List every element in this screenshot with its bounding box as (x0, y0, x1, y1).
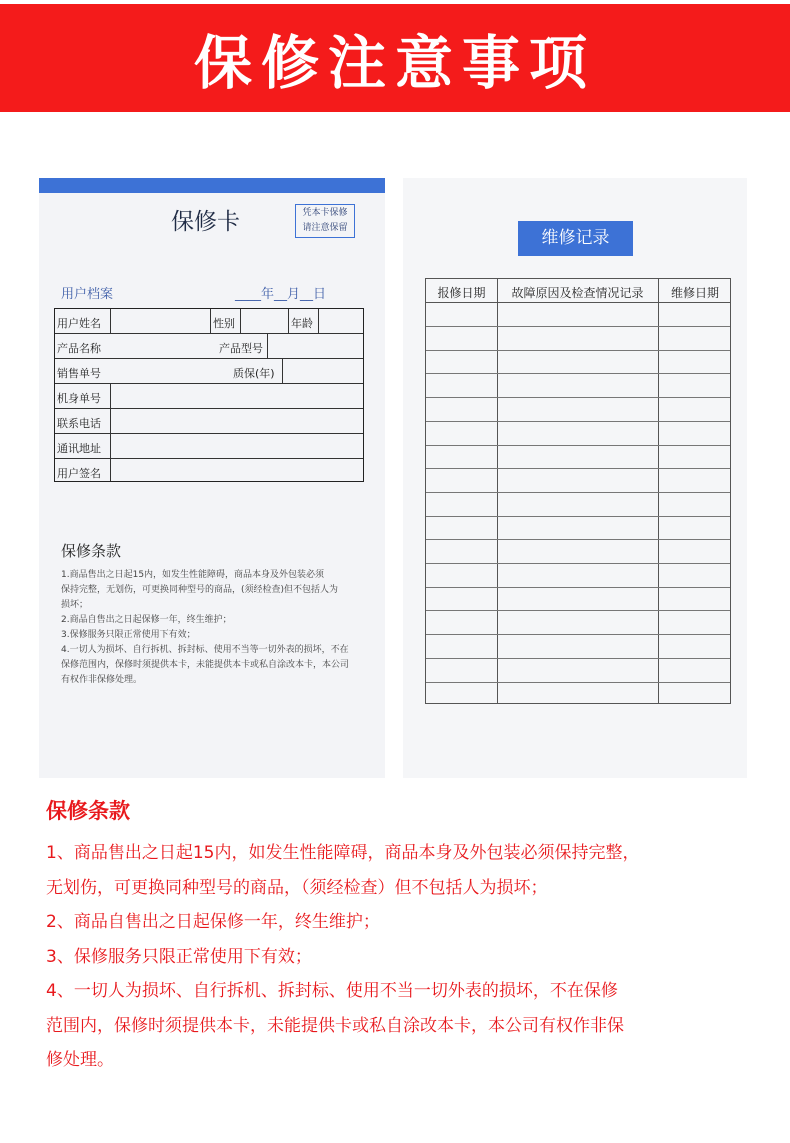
repair-record-title: 维修记录 (518, 221, 633, 256)
divider (318, 309, 319, 333)
row-signature (55, 459, 363, 481)
divider (282, 359, 283, 383)
age-label: 年龄 (291, 317, 313, 330)
card-terms-line: 保持完整，无划伤，可更换同种型号的商品，(须经检查)但不包括人为 (61, 585, 339, 595)
address-label: 通讯地址 (57, 442, 101, 455)
warranty-terms-title: 保修条款 (46, 799, 130, 823)
divider (110, 409, 111, 433)
terms-line: 范围内，保修时须提供本卡，未能提供卡或私自涂改本卡，本公司有权作非保 (46, 1015, 624, 1036)
terms-line: 无划伤，可更换同种型号的商品，（须经检查）但不包括人为损坏； (46, 877, 548, 898)
row-phone (55, 409, 363, 434)
user-archive-label: 用户档案 (61, 287, 114, 302)
repair-table-row-line (426, 682, 730, 683)
card-terms-text (61, 568, 361, 688)
row-sales-no (55, 359, 363, 384)
keep-card-stamp (295, 204, 355, 238)
repair-table-row-line (426, 326, 730, 327)
product-name-label: 产品名称 (57, 342, 101, 355)
repair-table-row-line (426, 468, 730, 469)
divider (110, 309, 111, 333)
terms-line: 4、一切人为损坏、自行拆机、拆封标、使用不当一切外表的损坏，不在保修 (46, 981, 618, 1001)
divider (110, 434, 111, 458)
page-title: 保修注意事项 (193, 29, 596, 97)
repair-table-row-line (426, 397, 730, 398)
repair-table-row-line (426, 373, 730, 374)
column-header-fault-record: 故障原因及检查情况记录 (511, 286, 644, 300)
terms-line: 3、保修服务只限正常使用下有效； (46, 946, 312, 967)
repair-table-row-line (426, 350, 730, 351)
repair-table-row-line (426, 421, 730, 422)
repair-record-card (403, 178, 747, 778)
divider (110, 459, 111, 481)
row-user-name (55, 309, 363, 334)
terms-line: 1、商品售出之日起15内，如发生性能障碍，商品本身及外包装必须保持完整， (46, 843, 640, 863)
stamp-line-2: 请注意保留 (302, 223, 348, 233)
repair-table-row-line (426, 563, 730, 564)
signature-label: 用户签名 (57, 467, 101, 480)
card-terms-line: 损坏； (61, 600, 89, 610)
product-model-label: 产品型号 (219, 342, 263, 355)
terms-line: 2、商品自售出之日起保修一年，终生维护； (46, 912, 380, 932)
repair-record-table (425, 278, 731, 704)
repair-table-row-line (426, 610, 730, 611)
sales-no-label: 销售单号 (57, 367, 101, 380)
repair-table-row-line (426, 445, 730, 446)
serial-no-label: 机身单号 (57, 392, 101, 405)
card-terms-line: 1.商品售出之日起15内，如发生性能障碍，商品本身及外包装必须 (61, 570, 325, 580)
stamp-line-1: 凭本卡保修 (302, 208, 348, 218)
row-serial-no (55, 384, 363, 409)
row-address (55, 434, 363, 459)
column-header-report-date: 报修日期 (437, 286, 486, 300)
title-banner (0, 4, 790, 112)
warranty-years-label: 质保(年) (233, 367, 275, 380)
repair-table-row-line (426, 587, 730, 588)
divider (110, 384, 111, 408)
divider (267, 334, 268, 358)
repair-table-row-line (426, 539, 730, 540)
repair-table-row-line (426, 634, 730, 635)
repair-table-row-line (426, 516, 730, 517)
card-terms-line: 4.一切人为损坏、自行拆机、拆封标、使用不当等一切外表的损坏，不在 (61, 645, 349, 655)
column-header-repair-date: 维修日期 (670, 286, 719, 300)
repair-table-header (426, 279, 730, 303)
terms-line: 修处理。 (46, 1050, 114, 1070)
divider (210, 309, 211, 333)
card-terms-line: 3.保修服务只限正常使用下有效； (61, 630, 196, 640)
user-info-table (54, 308, 364, 482)
date-line: ____年__月__日 (235, 287, 327, 302)
row-product-name (55, 334, 363, 359)
warranty-card-title: 保修卡 (171, 203, 240, 236)
repair-table-row-line (426, 492, 730, 493)
card-terms-line: 2.商品自售出之日起保修一年，终生维护； (61, 615, 232, 625)
divider (240, 309, 241, 333)
divider (288, 309, 289, 333)
phone-label: 联系电话 (57, 417, 101, 430)
repair-table-row-line (426, 658, 730, 659)
card-terms-line: 保修范围内，保修时须提供本卡，未能提供本卡或私自涂改本卡，本公司 (61, 660, 350, 670)
gender-label: 性别 (213, 317, 235, 330)
user-name-label: 用户姓名 (57, 317, 101, 330)
card-terms-title: 保修条款 (61, 542, 122, 560)
warranty-card (39, 178, 385, 778)
warranty-terms-text (46, 836, 746, 1078)
card-terms-line: 有权作非保修处理。 (61, 675, 143, 685)
